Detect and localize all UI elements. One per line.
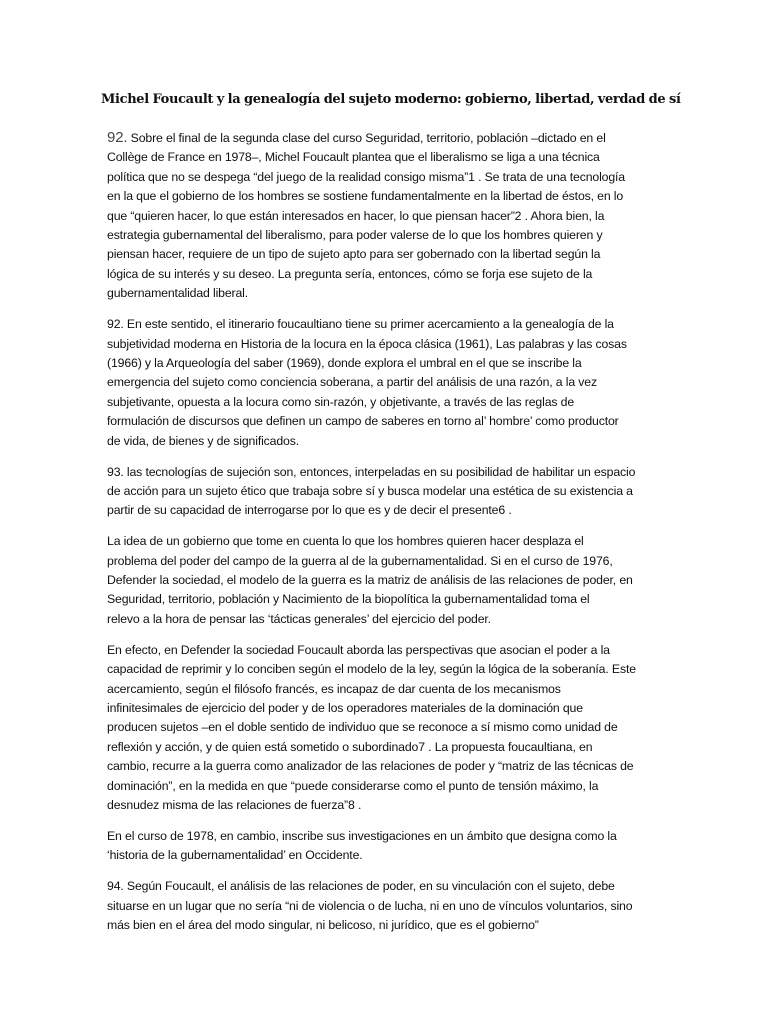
paragraph-line: subjetivante, opuesta a la locura como sin-razón, y objetivante, a través de las reglas de: [107, 394, 575, 409]
paragraph-line: piensan hacer, requiere de un tipo de sujeto apto para ser gobernado con la libertad según la: [107, 247, 601, 262]
paragraph-line: reflexión y acción, y de quien está sometido o subordinado7 . La propuesta foucaultiana, en: [107, 739, 593, 754]
paragraph-line: de vida, de bienes y de significados.: [107, 433, 300, 448]
paragraph-line: La idea de un gobierno que tome en cuenta lo que los hombres quieren hacer desplaza el: [107, 534, 584, 549]
paragraph-line: lógica de su interés y su deseo. La pregunta sería, entonces, cómo se forja ese sujeto de la: [107, 266, 593, 281]
paragraph-line: dominación”, en la medida en que “puede considerarse como el punto de tensión máximo, la: [107, 778, 599, 793]
paragraph-line: situarse en un lugar que no sería “ni de violencia o de lucha, ni en uno de vínculos voluntarios, sino: [107, 898, 633, 913]
paragraph-line: de acción para un sujeto ético que trabaja sobre sí y busca modelar una estética de su existencia a: [107, 483, 633, 498]
paragraph-line: partir de su capacidad de interrogarse por lo que es y de decir el presente6 .: [107, 503, 512, 518]
paragraph-line: 92. Sobre el final de la segunda clase del curso Seguridad, territorio, población –dictado en el: [107, 129, 606, 146]
paragraph-line: Defender la sociedad, el modelo de la guerra es la matriz de análisis de las relaciones de poder, en: [107, 573, 633, 588]
paragraph-line: problema del poder del campo de la guerra al de la gubernamentalidad. Si en el curso de 1976,: [107, 553, 613, 568]
paragraph-line: En el curso de 1978, en cambio, inscribe sus investigaciones en un ámbito que designa como la: [107, 828, 617, 843]
document-title: Michel Foucault y la genealogía del sujeto moderno: gobierno, libertad, verdad de sí: [101, 92, 681, 107]
paragraph-line: desnudez misma de las relaciones de fuerza”8 .: [107, 798, 362, 812]
paragraph-line: Seguridad, territorio, población y Nacimiento de la biopolítica la gubernamentalidad toma el: [107, 592, 590, 607]
paragraph-line: ‘historia de la gubernamentalidad’ en Occidente.: [107, 848, 363, 863]
paragraph-line: Collège de France en 1978–, Michel Foucault plantea que el liberalismo se liga a una técnica: [107, 150, 600, 165]
paragraph-line: que “quieren hacer, lo que están interesados en hacer, lo que piensan hacer”2 . Ahora bien, la: [107, 208, 605, 223]
paragraph-4: [107, 532, 665, 629]
paragraph-line: formulación de discursos que definen un campo de saberes en torno al’ hombre’ como productor: [107, 414, 619, 429]
paragraph-line: gubernamentalidad liberal.: [107, 286, 249, 301]
paragraph-7: [107, 877, 665, 935]
paragraph-line: emergencia del sujeto como conciencia soberana, a partir del análisis de una razón, a la vez: [107, 375, 597, 390]
paragraph-line: infinitesimales de ejercicio del poder y de los operadores materiales de la dominación que: [107, 700, 583, 715]
paragraph-line: estrategia gubernamental del liberalismo, para poder valerse de lo que los hombres quieren y: [107, 228, 603, 243]
paragraph-5: [107, 641, 665, 816]
paragraph-line: relevo a la hora de pensar las ‘tácticas generales’ del ejercicio del poder.: [107, 611, 491, 626]
document-page: [101, 90, 681, 947]
paragraph-line: acercamiento, según el filósofo francés, es incapaz de dar cuenta de los mecanismos: [107, 681, 561, 696]
paragraph-number: 92.: [107, 129, 128, 146]
paragraph-1: [107, 128, 665, 304]
paragraph-line: política que no se despega “del juego de la realidad consigo misma”1 . Se trata de una tecnología: [107, 169, 625, 184]
paragraph-line: (1966) y la Arqueología del saber (1969), donde explora el umbral en el que se inscribe la: [107, 355, 582, 370]
paragraph-line: 94. Según Foucault, el análisis de las relaciones de poder, en su vinculación con el sujeto, debe: [107, 879, 615, 894]
paragraph-line: más bien en el área del modo singular, ni belicoso, ni jurídico, que es el gobierno”: [107, 918, 539, 933]
paragraph-line: En efecto, en Defender la sociedad Foucault aborda las perspectivas que asocian el poder a la: [107, 642, 610, 657]
paragraph-line: cambio, recurre a la guerra como analizador de las relaciones de poder y “matriz de las técnicas de: [107, 759, 634, 774]
paragraph-3: [107, 463, 665, 521]
paragraph-line: capacidad de reprimir y lo conciben según el modelo de la ley, según la lógica de la soberanía. Este: [107, 662, 636, 677]
paragraph-6: [107, 827, 665, 866]
paragraph-line: 93. las tecnologías de sujeción son, entonces, interpeladas en su posibilidad de habilitar un espacio: [107, 464, 636, 479]
paragraph-line: producen sujetos –en el doble sentido de individuo que se reconoce a sí mismo como unidad de: [107, 720, 618, 735]
paragraph-2: [107, 315, 665, 451]
paragraph-line: en la que el gobierno de los hombres se sostiene fundamentalmente en la libertad de éstos, en lo: [107, 189, 624, 204]
paragraph-line: 92. En este sentido, el itinerario foucaultiano tiene su primer acercamiento a la genealogía de la: [107, 317, 614, 332]
paragraph-line: subjetividad moderna en Historia de la locura en la época clásica (1961), Las palabras y las cosas: [107, 336, 627, 351]
